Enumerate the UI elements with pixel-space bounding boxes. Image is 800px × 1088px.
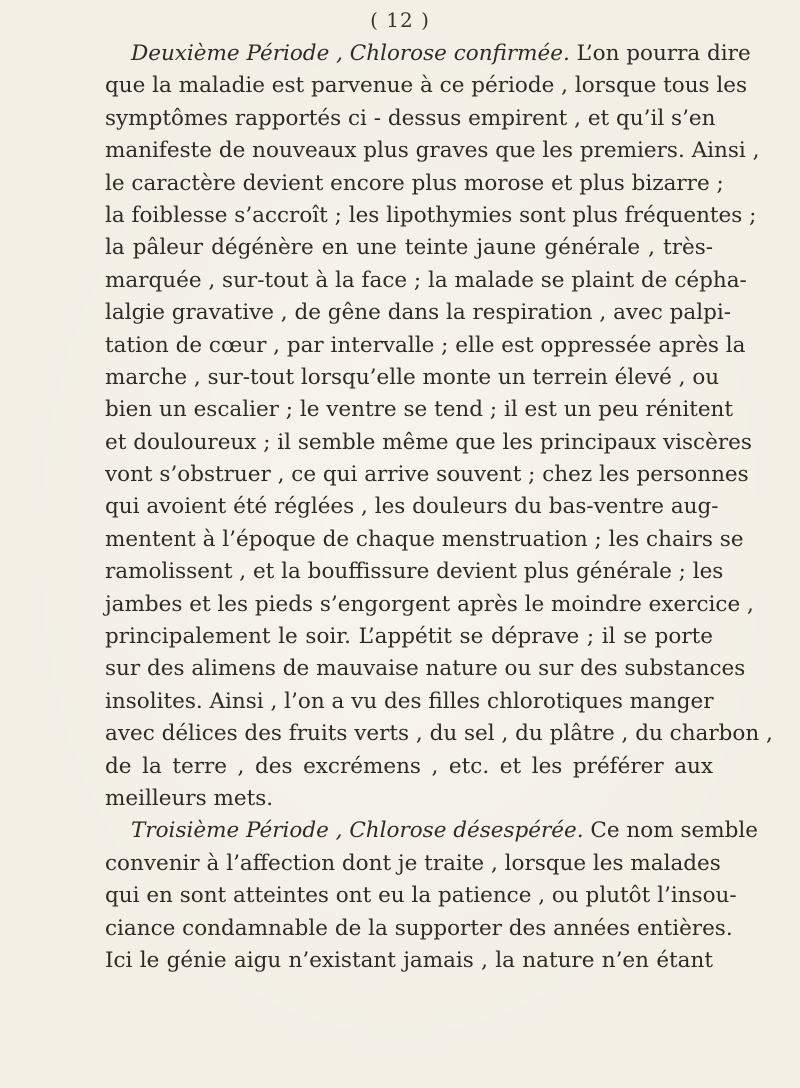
text-line: le caractère devient encore plus morose et plus bizarre ;	[105, 170, 724, 196]
text-line: Ici le génie aigu n’existant jamais , la nature n’en étant	[105, 947, 713, 973]
body-text	[105, 38, 773, 977]
text-line: vont s’obstruer , ce qui arrive souvent ; chez les personnes	[105, 462, 749, 488]
text-line: meilleurs mets.	[105, 785, 274, 811]
text-line: sur des alimens de mauvaise nature ou sur des substances	[105, 656, 746, 682]
text-line: la pâleur dégénère en une teinte jaune générale , très-	[105, 235, 713, 261]
section-heading: Deuxième Période , Chlorose confirmée.	[131, 41, 570, 66]
text-line: symptômes rapportés ci - dessus empirent , et qu’il s’en	[105, 105, 716, 131]
text-line: manifeste de nouveaux plus graves que les premiers. Ainsi ,	[105, 138, 760, 164]
text-line: qui en sont atteintes ont eu la patience , ou plutôt l’insou-	[105, 883, 737, 909]
text-line: convenir à l’affection dont je traite , lorsque les malades	[105, 850, 721, 876]
text-line: Deuxième Période , Chlorose confirmée. L’on pourra dire	[131, 41, 751, 66]
text-line: marche , sur-tout lorsqu’elle monte un terrein élevé , ou	[105, 364, 720, 390]
text-line: insolites. Ainsi , l’on a vu des filles chlorotiques manger	[105, 688, 714, 714]
text-line: ramolissent , et la bouffissure devient plus générale ; les	[105, 559, 724, 585]
text-line: de la terre , des excrémens , etc. et les préférer aux	[105, 753, 713, 779]
text-line: tation de cœur , par intervalle ; elle est oppressée après la	[105, 332, 746, 358]
text-line: mentent à l’époque de chaque menstruation ; les chairs se	[105, 526, 744, 552]
text-line: bien un escalier ; le ventre se tend ; il est un peu rénitent	[105, 397, 734, 423]
text-line: et douloureux ; il semble même que les principaux viscères	[105, 429, 752, 455]
text-line: jambes et les pieds s’engorgent après le moindre exercice ,	[105, 591, 754, 617]
text-line: avec délices des fruits verts , du sel , du plâtre , du charbon ,	[105, 721, 773, 747]
text-line: que la maladie est parvenue à ce période , lorsque tous les	[105, 73, 748, 99]
page-number: ( 12 )	[370, 8, 430, 32]
text-line: ciance condamnable de la supporter des années entières.	[105, 915, 733, 941]
section-heading: Troisième Période , Chlorose désespérée.	[131, 818, 584, 844]
text-line: lalgie gravative , de gêne dans la respiration , avec palpi-	[105, 300, 732, 326]
text-line: Troisième Période , Chlorose désespérée. Ce nom semble	[131, 818, 758, 844]
text-line: qui avoient été réglées , les douleurs du bas-ventre aug-	[105, 494, 719, 520]
text-line: principalement le soir. L’appétit se déprave ; il se porte	[105, 624, 713, 650]
text-line: la foiblesse s’accroît ; les lipothymies sont plus fréquentes ;	[105, 202, 757, 228]
text-line: marquée , sur-tout à la face ; la malade se plaint de cépha-	[105, 267, 747, 293]
